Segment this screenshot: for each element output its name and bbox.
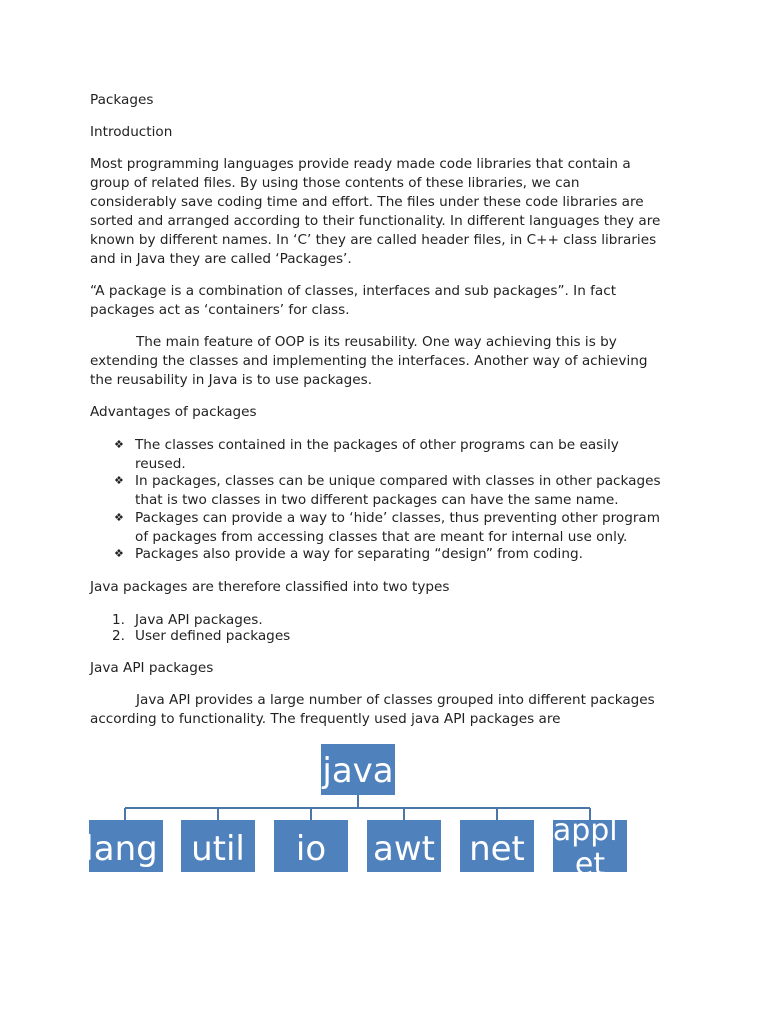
list-number: 1. [112, 612, 125, 628]
para4-line: Java API provides a large number of classes grouped into different packages [136, 692, 655, 708]
bullet-text: Packages also provide a way for separating “design” from coding. [135, 546, 583, 562]
bullet-text: that is two classes in two different packages can have the same name. [135, 492, 619, 508]
bullet-icon: ❖ [114, 547, 124, 560]
para1-line: group of related files. By using those contents of these libraries, we can [90, 175, 580, 191]
types-intro: Java packages are therefore classified into two types [90, 579, 450, 595]
child-node-label: awt [373, 829, 435, 869]
bullet-text: of packages from accessing classes that are meant for internal use only. [135, 529, 628, 545]
applet-label-line: et [574, 847, 606, 882]
para1-line: and in Java they are called ‘Packages’. [90, 251, 352, 267]
bullet-icon: ❖ [114, 474, 124, 487]
para3-line: the reusability in Java is to use packages. [90, 372, 373, 388]
para2-line: packages act as ‘containers’ for class. [90, 302, 350, 318]
child-node-label: io [295, 829, 327, 869]
para1-line: considerably save coding time and effort. The files under these code libraries are [90, 194, 644, 210]
bullet-text: reused. [135, 456, 186, 472]
child-node-applet-clip [553, 813, 627, 882]
para4-line: according to functionality. The frequently used java API packages are [90, 711, 561, 727]
para3-line: The main feature of OOP is its reusability. One way achieving this is by [136, 334, 617, 350]
advantages-heading: Advantages of packages [90, 404, 257, 420]
list-text: Java API packages. [135, 612, 263, 628]
page-title: Packages [90, 92, 154, 108]
para1-line: known by different names. In ‘C’ they are called header files, in C++ class libraries [90, 232, 657, 248]
bullet-text: In packages, classes can be unique compared with classes in other packages [135, 473, 661, 489]
list-number: 2. [112, 628, 125, 644]
bullet-text: Packages can provide a way to ‘hide’ classes, thus preventing other program [135, 510, 660, 526]
list-text: User defined packages [135, 628, 291, 644]
para1-line: Most programming languages provide ready made code libraries that contain a [90, 156, 631, 172]
api-heading: Java API packages [90, 660, 214, 676]
bullet-icon: ❖ [114, 511, 124, 524]
para2-line: “A package is a combination of classes, interfaces and sub packages”. In fact [90, 283, 617, 299]
child-node-label: net [469, 829, 525, 869]
bullet-text: The classes contained in the packages of other programs can be easily [135, 437, 619, 453]
bullet-icon: ❖ [114, 438, 124, 451]
root-node-label: java [322, 751, 394, 791]
para1-line: sorted and arranged according to their functionality. In different languages they are [90, 213, 661, 229]
applet-label-line: appl [552, 813, 618, 848]
para3-line: extending the classes and implementing the interfaces. Another way of achieving [90, 353, 648, 369]
child-node-label: lang [84, 829, 158, 869]
child-node-label: util [191, 829, 245, 869]
intro-heading: Introduction [90, 124, 173, 140]
